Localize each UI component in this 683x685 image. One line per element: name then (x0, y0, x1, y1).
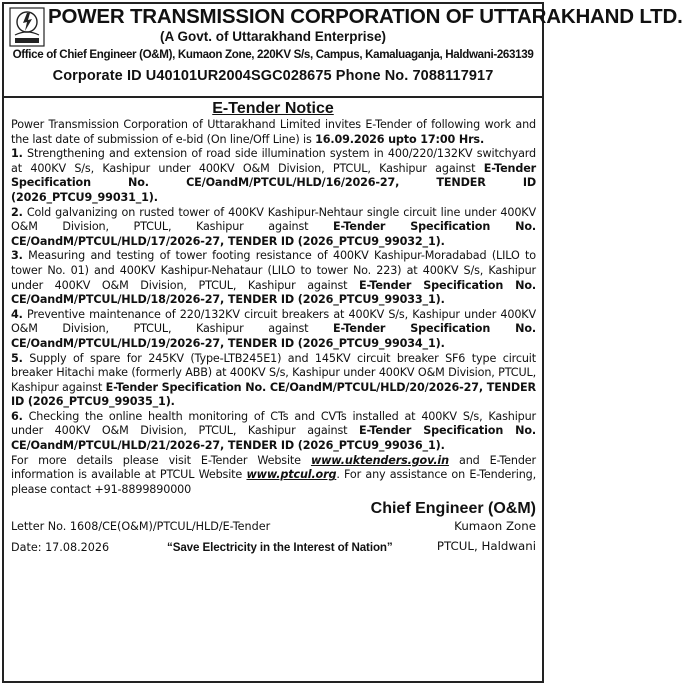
item-number: 2. (11, 205, 23, 219)
notice-footer (4, 499, 542, 561)
more-suffix: . For any assistance on E-Tendering, please contact +91-8899890000 (11, 468, 536, 496)
item-number: 4. (11, 307, 23, 321)
signatory-place: PTCUL, Haldwani (436, 539, 536, 554)
tender-item-5 (11, 352, 536, 410)
item-number: 1. (11, 147, 23, 161)
item-number: 5. (11, 351, 23, 365)
corporate-id-line: Corporate ID U40101UR2004SGC028675 Phone No. 7088117917 (52, 68, 494, 84)
notice-body (4, 118, 542, 497)
tender-item-1 (11, 147, 536, 205)
org-address: Office of Chief Engineer (O&M), Kumaon Zone, 220KV S/s, Campus, Kamaluaganja, Haldwani-263139 (12, 48, 534, 61)
tender-item-2 (11, 206, 536, 250)
notice-title: E-Tender Notice (212, 100, 334, 117)
tender-item-3 (11, 249, 536, 307)
ptcul-link[interactable]: www.ptcul.org (246, 468, 337, 482)
more-prefix: For more details please visit E-Tender Website (11, 453, 311, 467)
item-text: Checking the online health monitoring of CTs and CVTs installed at 400KV S/s, Kashipur under 400KV O&M Division, PTCUL, Kashipur against (11, 409, 536, 438)
tender-notice-sheet (2, 2, 683, 683)
more-mid: and E-Tender information is available at PTCUL Website (11, 453, 536, 482)
submission-deadline: 16.09.2026 upto 17:00 Hrs. (315, 132, 485, 146)
item-text: Preventive maintenance of 220/132KV circuit breakers at 400KV S/s, Kashipur under 400KV O&M Division, PTCUL, Kashipur against (11, 307, 536, 336)
more-details (11, 454, 536, 498)
signatory-title: Chief Engineer (O&M) (370, 500, 536, 518)
tender-item-4 (11, 308, 536, 352)
slogan: “Save Electricity in the Interest of Nation” (167, 541, 393, 555)
letterhead (4, 4, 683, 98)
item-text: Measuring and testing of tower footing resistance of 400KV Kashipur-Moradabad (LILO to tower No. 01) and 400KV Kashipur-Nehataur (LILO to tower No. 223) at 400KV S/s, Kashipur under 400KV O&M Division, PTCUL, Kashipur against (11, 249, 536, 292)
org-subtitle: (A Govt. of Uttarakhand Enterprise) (159, 29, 387, 44)
item-text: Strengthening and extension of road side illumination system in 400/220/132KV switchyard at 400KV S/s, Kashipur under 400KV O&M Division, PTCUL, Kashipur against (11, 147, 536, 175)
org-name: POWER TRANSMISSION CORPORATION OF UTTARAKHAND LTD. (48, 5, 683, 28)
item-specification: E-Tender Specification No. CE/OandM/PTCUL/HLD/21/2026-27, TENDER ID (2026_PTCU9_99036_1). (11, 424, 536, 453)
intro-text: Power Transmission Corporation of Uttarakhand Limited invites E-Tender of following work and the last date of submission of e-bid (On line/Off Line) is (11, 118, 536, 146)
item-number: 3. (11, 249, 23, 263)
item-specification: E-Tender Specification No. CE/OandM/PTCUL/HLD/20/2026-27, TENDER ID (2026_PTCU9_99035_1). (11, 380, 537, 409)
item-specification: E-Tender Specification No. CE/OandM/PTCUL/HLD/18/2026-27, TENDER ID (2026_PTCU9_99033_1). (11, 278, 536, 307)
uktenders-link[interactable]: www.uktenders.gov.in (310, 453, 449, 467)
item-text: Cold galvanizing on rusted tower of 400KV Kashipur-Nehtaur single circuit line under 400KV O&M Division, PTCUL, Kashipur against (11, 205, 536, 234)
signatory-zone: Kumaon Zone (454, 519, 536, 534)
notice-intro (11, 118, 536, 147)
item-specification: E-Tender Specification No. CE/OandM/PTCUL/HLD/17/2026-27, TENDER ID (2026_PTCU9_99032_1). (11, 220, 536, 248)
letter-number: Letter No. 1608/CE(O&M)/PTCUL/HLD/E-Tender (11, 520, 271, 534)
letter-date: Date: 17.08.2026 (11, 541, 110, 555)
item-text: Supply of spare for 245KV (Type-LTB245E1) and 145KV circuit breaker SF6 type circuit breaker Hitachi make (formerly ABB) at 400KV S/s, Kashipur under 400KV O&M Division, PTCUL, Kashipur against (11, 351, 536, 394)
tender-item-6 (11, 410, 536, 454)
item-number: 6. (11, 409, 23, 423)
item-specification: E-Tender Specification No. CE/OandM/PTCUL/HLD/19/2026-27, TENDER ID (2026_PTCU9_99034_1). (11, 322, 536, 350)
item-specification: E-Tender Specification No. CE/OandM/PTCUL/HLD/16/2026-27, TENDER ID (2026_PTCU9_99031_1). (11, 161, 536, 204)
